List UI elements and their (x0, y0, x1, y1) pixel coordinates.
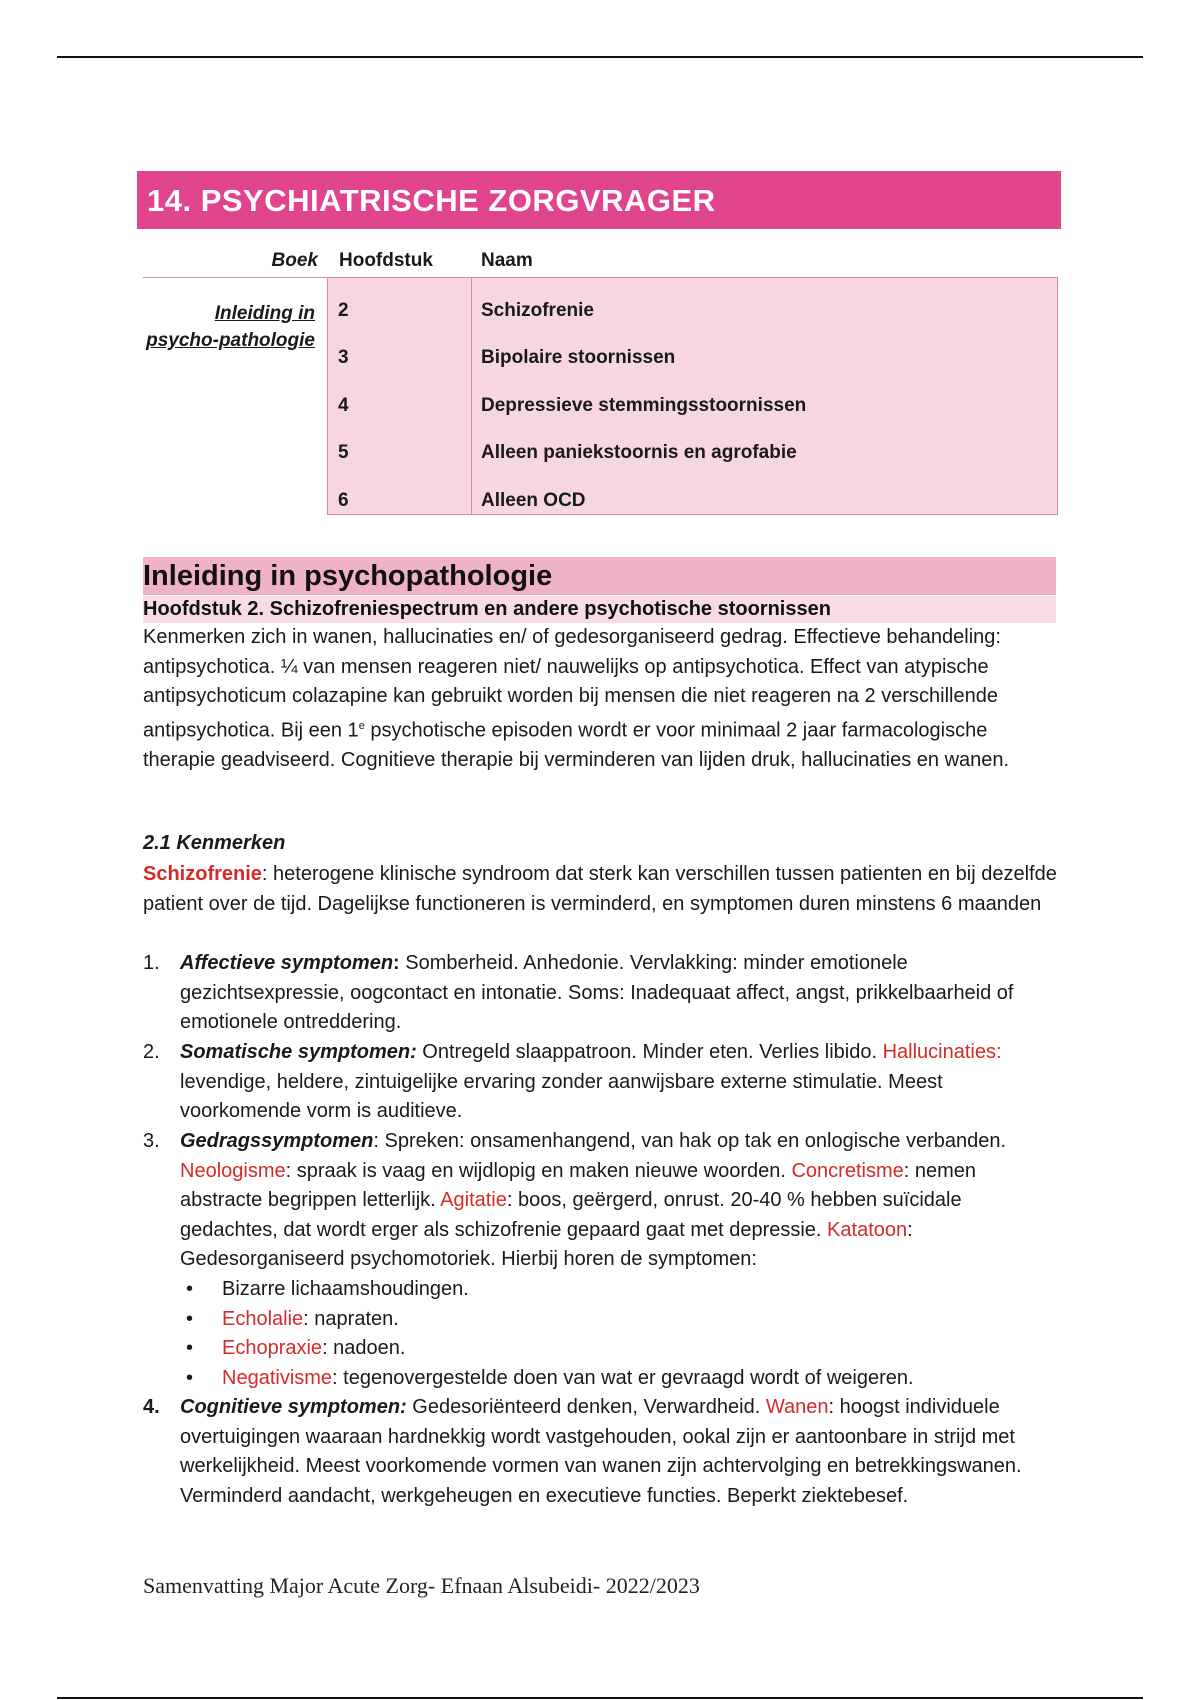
list-number: 1. (143, 952, 160, 974)
term-wanen: Wanen (765, 1396, 829, 1418)
term-echopraxie: Echopraxie (222, 1337, 323, 1359)
chapter-number: 2 (338, 300, 349, 321)
bullet-text: : tegenovergestelde doen van wat er gevraagd wordt of weigeren. (332, 1367, 914, 1389)
chapter-name-link[interactable]: Bipolaire stoornissen (481, 347, 676, 368)
table-header-boek: Boek (271, 250, 318, 271)
chapter-number: 5 (338, 442, 349, 463)
bullet-dot: • (186, 1367, 194, 1389)
chapter-title: 14. PSYCHIATRISCHE ZORGVRAGER (147, 183, 716, 218)
intro-paragraph (143, 623, 1063, 776)
bullet-item (180, 1364, 1060, 1394)
item-text: Ontregeld slaappatroon. Minder eten. Verlies libido. (416, 1041, 883, 1063)
bullet-item (180, 1334, 1060, 1364)
chapter-name-link[interactable]: Alleen paniekstoornis en agrofabie (481, 442, 797, 463)
item-text: : Spreken: onsamenhangend, van hak op tak en onlogische verbanden. (373, 1130, 1007, 1152)
bullet-dot: • (186, 1308, 194, 1330)
term-hallucinaties: Hallucinaties: (882, 1041, 1002, 1063)
item-label: Cognitieve symptomen: (180, 1396, 407, 1418)
intro-text: psychotische episoden wordt er voor minimaal 2 jaar farmacologische therapie geadviseerd. Cognitieve therapie bij verminderen van lijden druk, hallucinaties en wanen. (143, 719, 1010, 772)
top-rule (57, 56, 1143, 58)
chapter-number: 4 (338, 395, 349, 416)
chapter-name-link[interactable]: Alleen OCD (481, 490, 586, 511)
table-header-hoofdstuk: Hoofdstuk (339, 250, 433, 271)
chapter-name-link[interactable]: Schizofrenie (481, 300, 594, 321)
term-concretisme: Concretisme (791, 1159, 904, 1182)
list-number: 2. (143, 1041, 160, 1063)
item-text: levendige, heldere, zintuigelijke ervaring zonder aanwijsbare externe stimulatie. Meest voorkomende vorm is auditieve. (180, 1070, 943, 1123)
item-text: : boos, geërgerd, onrust. 20-40 % hebben suïcidale gedachtes, dat wordt erger als schizofrenie gepaard gaat met depressie. (180, 1189, 962, 1241)
list-number: 3. (143, 1130, 160, 1152)
subsection-heading-band (143, 596, 1056, 623)
term-negativisme: Negativisme (222, 1367, 333, 1389)
term-katatoon: Katatoon (827, 1218, 908, 1241)
table-column-divider (471, 278, 472, 514)
item-colon: : (393, 952, 400, 974)
term-agitatie: Agitatie (440, 1189, 507, 1212)
item-text: : Gedesorganiseerd psychomotoriek. Hierbij horen de symptomen: (180, 1218, 913, 1271)
bullet-dot: • (186, 1278, 194, 1300)
list-item (143, 1127, 1063, 1275)
chapter-number: 3 (338, 347, 349, 368)
item-text: Somberheid. Anhedonie. Vervlakking: minder emotionele gezichtsexpressie, oogcontact en intonatie. Soms: Inadequaat affect, angst, prikkelbaarheid of emotionele ontreddering. (180, 952, 1014, 1034)
subsection-title: Hoofdstuk 2. Schizofreniespectrum en andere psychotische stoornissen (143, 598, 831, 620)
bullet-item (180, 1275, 1060, 1305)
chapter-number: 6 (338, 490, 349, 511)
bullet-item (180, 1305, 1060, 1335)
table-divider (143, 277, 328, 278)
item-text: : hoogst individuele overtuigingen waaraan hardnekkig wordt vastgehouden, ookal zijn er aantoonbare in strijd met werkelijkheid. Meest voorkomende vormen van wanen zijn achtervolging en betrekkingswanen. Verminderd aandacht, werkgeheugen en executieve functies. Beperkt ziektebesef. (180, 1396, 1022, 1507)
list-item (143, 1393, 1063, 1511)
item-label: Gedragssymptomen (180, 1130, 374, 1152)
bullet-dot: • (186, 1337, 194, 1359)
superscript: e (358, 719, 365, 732)
bullet-text: Bizarre lichaamshoudingen. (222, 1278, 469, 1300)
page-footer: Samenvatting Major Acute Zorg- Efnaan Alsubeidi- 2022/2023 (143, 1573, 700, 1598)
book-title-link[interactable]: Inleiding in psycho-pathologie (146, 303, 315, 351)
table-header-naam: Naam (481, 250, 533, 271)
term-schizofrenie: Schizofrenie (143, 863, 262, 885)
item-label: Somatische symptomen: (180, 1041, 417, 1063)
definition-text: : heterogene klinische syndroom dat sterk kan verschillen tussen patienten en bij dezelfde patient over de tijd. Dagelijkse functioneren is verminderd, en symptomen duren minstens 6 maanden (143, 863, 1057, 915)
intro-text: Kenmerken zich in wanen, hallucinaties en/ of gedesorganiseerd gedrag. Effectieve behandeling: antipsychotica. ¼ van mensen reageren niet/ nauwelijks op antipsychotica. Effect van atypische antipsychoticum colazapine kan gebruikt worden bij mensen die niet reageren na 2 verschillende antipsychotica. Bij een 1 (143, 626, 1001, 742)
item-label: Affectieve symptomen (180, 952, 394, 974)
section-title: Inleiding in psychopathologie (143, 560, 553, 592)
bullet-text: : napraten. (303, 1308, 399, 1330)
section-heading-band (143, 557, 1056, 595)
bottom-rule (57, 1697, 1143, 1699)
bullet-text: : nadoen. (322, 1337, 406, 1359)
kenmerken-heading: 2.1 Kenmerken (143, 832, 286, 854)
list-number: 4. (143, 1396, 160, 1418)
list-item (143, 1038, 1063, 1127)
item-text: : nemen abstracte begrippen letterlijk. (180, 1159, 976, 1212)
list-item (143, 949, 1063, 1038)
item-text: Gedesoriënteerd denken, Verwardheid. (406, 1396, 766, 1418)
term-echolalie: Echolalie (222, 1308, 304, 1330)
term-neologisme: Neologisme (180, 1159, 286, 1182)
item-text: : spraak is vaag en wijdlopig en maken nieuwe woorden. (285, 1159, 792, 1182)
chapter-banner (137, 171, 1061, 229)
schizofrenie-paragraph (143, 860, 1063, 920)
chapter-name-link[interactable]: Depressieve stemmingsstoornissen (481, 395, 807, 416)
